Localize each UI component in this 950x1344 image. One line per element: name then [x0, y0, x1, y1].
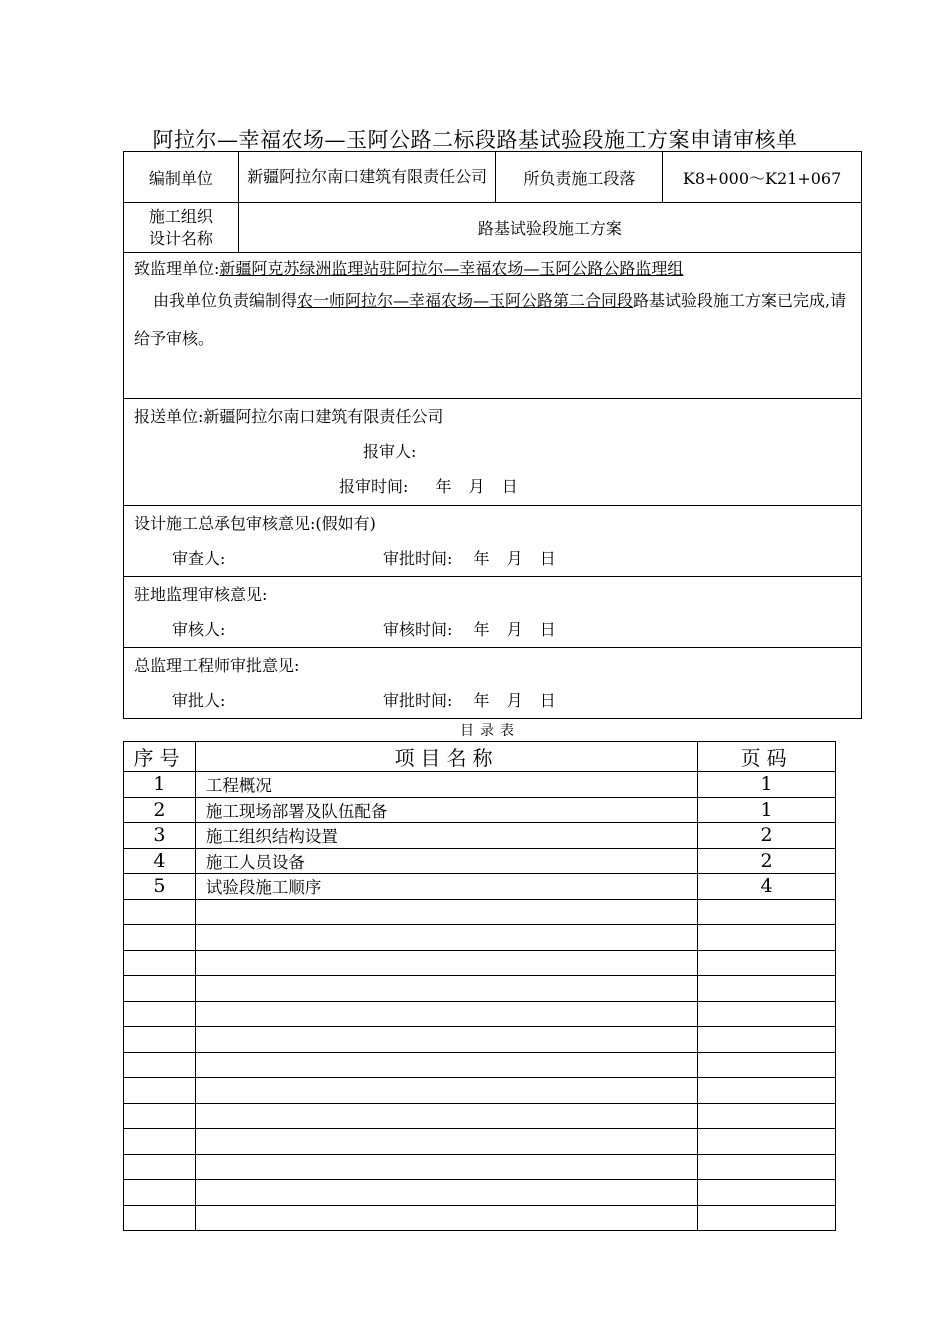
- year-label: 年: [473, 549, 490, 568]
- document-title: 阿拉尔—幸福农场—玉阿公路二标段路基试验段施工方案申请审核单: [152, 128, 798, 152]
- toc-row-name: 施工现场部署及队伍配备: [195, 797, 697, 823]
- toc-row-number: 1: [124, 772, 196, 798]
- toc-row-number: [124, 1052, 196, 1078]
- toc-row-name: [195, 1103, 697, 1129]
- toc-row-page: [698, 976, 836, 1002]
- toc-row-number: [124, 1103, 196, 1129]
- request-section: [124, 253, 862, 399]
- toc-row-name: [195, 1027, 697, 1053]
- toc-row-number: [124, 925, 196, 951]
- table-row: [124, 1052, 836, 1078]
- toc-row-name: [195, 1180, 697, 1206]
- toc-row-page: [698, 1180, 836, 1206]
- toc-row-page: [698, 1052, 836, 1078]
- table-row: [124, 976, 836, 1002]
- approver-row: [134, 683, 851, 718]
- body-suffix: 路基试验段施工方案已完成,请给予审核。: [134, 291, 847, 348]
- toc-row-name: [195, 1001, 697, 1027]
- toc-row-number: [124, 1205, 196, 1231]
- unit-label: 编制单位: [124, 152, 239, 203]
- approver-label: 审批人:: [172, 691, 226, 710]
- toc-row-page: [698, 925, 836, 951]
- checker-row: [134, 612, 851, 647]
- toc-row-number: [124, 1001, 196, 1027]
- toc-row-page: [698, 1129, 836, 1155]
- reviewer-row: [134, 541, 851, 576]
- toc-row-page: 2: [698, 823, 836, 849]
- toc-row-name: [195, 1052, 697, 1078]
- chief-opinion-label: 总监理工程师审批意见:: [134, 656, 300, 675]
- month-label: 月: [506, 691, 523, 710]
- submitter: 报审人:: [363, 442, 417, 461]
- to-prefix: 致监理单位:: [134, 259, 220, 278]
- year-label: 年: [435, 477, 452, 496]
- toc-caption: 目录表: [460, 723, 520, 739]
- toc-row-page: [698, 899, 836, 925]
- table-row: [124, 1154, 836, 1180]
- toc-row-number: [124, 976, 196, 1002]
- toc-row-name: 工程概况: [195, 772, 697, 798]
- toc-row-name: [195, 976, 697, 1002]
- section-label: 所负责施工段落: [496, 152, 663, 203]
- toc-row-page: [698, 950, 836, 976]
- toc-row-name: [195, 899, 697, 925]
- toc-row-number: 5: [124, 874, 196, 900]
- toc-row-name: [195, 925, 697, 951]
- table-row: [124, 925, 836, 951]
- toc-row-name: [195, 950, 697, 976]
- table-of-contents: [123, 741, 836, 1231]
- year-label: 年: [473, 620, 490, 639]
- supervisor-unit: 新疆阿克苏绿洲监理站驻阿拉尔—幸福农场—玉阿公路公路监理组: [219, 259, 684, 278]
- check-time-label: 审核时间:: [383, 620, 453, 639]
- design-opinion-label: 设计施工总承包审核意见:(假如有): [134, 514, 376, 533]
- table-row: [124, 1078, 836, 1104]
- toc-row-number: [124, 1078, 196, 1104]
- body-prefix: 由我单位负责编制得: [153, 291, 298, 310]
- table-row: [124, 899, 836, 925]
- toc-row-number: 4: [124, 848, 196, 874]
- toc-header-no: 序号: [124, 742, 196, 772]
- toc-row-page: [698, 1205, 836, 1231]
- design-opinion-section: [124, 506, 862, 577]
- table-row: [124, 1205, 836, 1231]
- day-label: 日: [539, 620, 556, 639]
- table-row: [124, 772, 836, 798]
- approve-time-label: 审批时间:: [383, 549, 453, 568]
- toc-row-page: 2: [698, 848, 836, 874]
- design-value: 路基试验段施工方案: [238, 203, 861, 253]
- chief-opinion-section: [124, 648, 862, 719]
- toc-row-page: [698, 1027, 836, 1053]
- toc-row-page: [698, 1103, 836, 1129]
- toc-body: [124, 772, 836, 1231]
- submit-time-label: 报审时间:: [339, 477, 409, 496]
- toc-row-number: [124, 1154, 196, 1180]
- toc-row-page: [698, 1154, 836, 1180]
- section-value: K8+000～K21+067: [663, 152, 862, 203]
- toc-row-number: [124, 899, 196, 925]
- toc-row-name: [195, 1205, 697, 1231]
- resident-opinion-label: 驻地监理审核意见:: [134, 585, 268, 604]
- toc-row-name: [195, 1129, 697, 1155]
- toc-row-number: 3: [124, 823, 196, 849]
- checker-label: 审核人:: [172, 620, 226, 639]
- application-form: [123, 151, 862, 719]
- day-label: 日: [539, 549, 556, 568]
- table-row: [124, 848, 836, 874]
- day-label: 日: [501, 477, 518, 496]
- toc-row-number: [124, 1129, 196, 1155]
- table-row: [124, 1129, 836, 1155]
- submission-section: [124, 399, 862, 506]
- toc-row-number: [124, 950, 196, 976]
- toc-row-name: [195, 1078, 697, 1104]
- toc-row-page: 1: [698, 797, 836, 823]
- table-row: [124, 1001, 836, 1027]
- table-row: [124, 950, 836, 976]
- toc-row-page: 4: [698, 874, 836, 900]
- table-row: [124, 1180, 836, 1206]
- month-label: 月: [506, 620, 523, 639]
- toc-row-page: [698, 1001, 836, 1027]
- table-row: [124, 797, 836, 823]
- table-row: [124, 1027, 836, 1053]
- design-label: 施工组织设计名称: [124, 203, 239, 253]
- table-row: [124, 874, 836, 900]
- resident-opinion-section: [124, 577, 862, 648]
- submit-time-row: [134, 469, 851, 504]
- toc-row-name: 施工组织结构设置: [195, 823, 697, 849]
- toc-row-name: [195, 1154, 697, 1180]
- submit-unit: 报送单位:新疆阿拉尔南口建筑有限责任公司: [134, 407, 444, 426]
- toc-header-name: 项目名称: [195, 742, 697, 772]
- day-label: 日: [539, 691, 556, 710]
- toc-row-name: 施工人员设备: [195, 848, 697, 874]
- month-label: 月: [506, 549, 523, 568]
- month-label: 月: [468, 477, 485, 496]
- toc-row-page: 1: [698, 772, 836, 798]
- contract-section: 农一师阿拉尔—幸福农场—玉阿公路第二合同段: [297, 291, 634, 310]
- toc-row-number: [124, 1180, 196, 1206]
- toc-row-number: 2: [124, 797, 196, 823]
- toc-row-number: [124, 1027, 196, 1053]
- reviewer-label: 审查人:: [172, 549, 226, 568]
- table-row: [124, 1103, 836, 1129]
- toc-row-page: [698, 1078, 836, 1104]
- toc-header-page: 页码: [698, 742, 836, 772]
- table-row: [124, 823, 836, 849]
- year-label: 年: [473, 691, 490, 710]
- unit-value: 新疆阿拉尔南口建筑有限责任公司: [238, 152, 496, 203]
- toc-row-name: 试验段施工顺序: [195, 874, 697, 900]
- approve-time-label: 审批时间:: [383, 691, 453, 710]
